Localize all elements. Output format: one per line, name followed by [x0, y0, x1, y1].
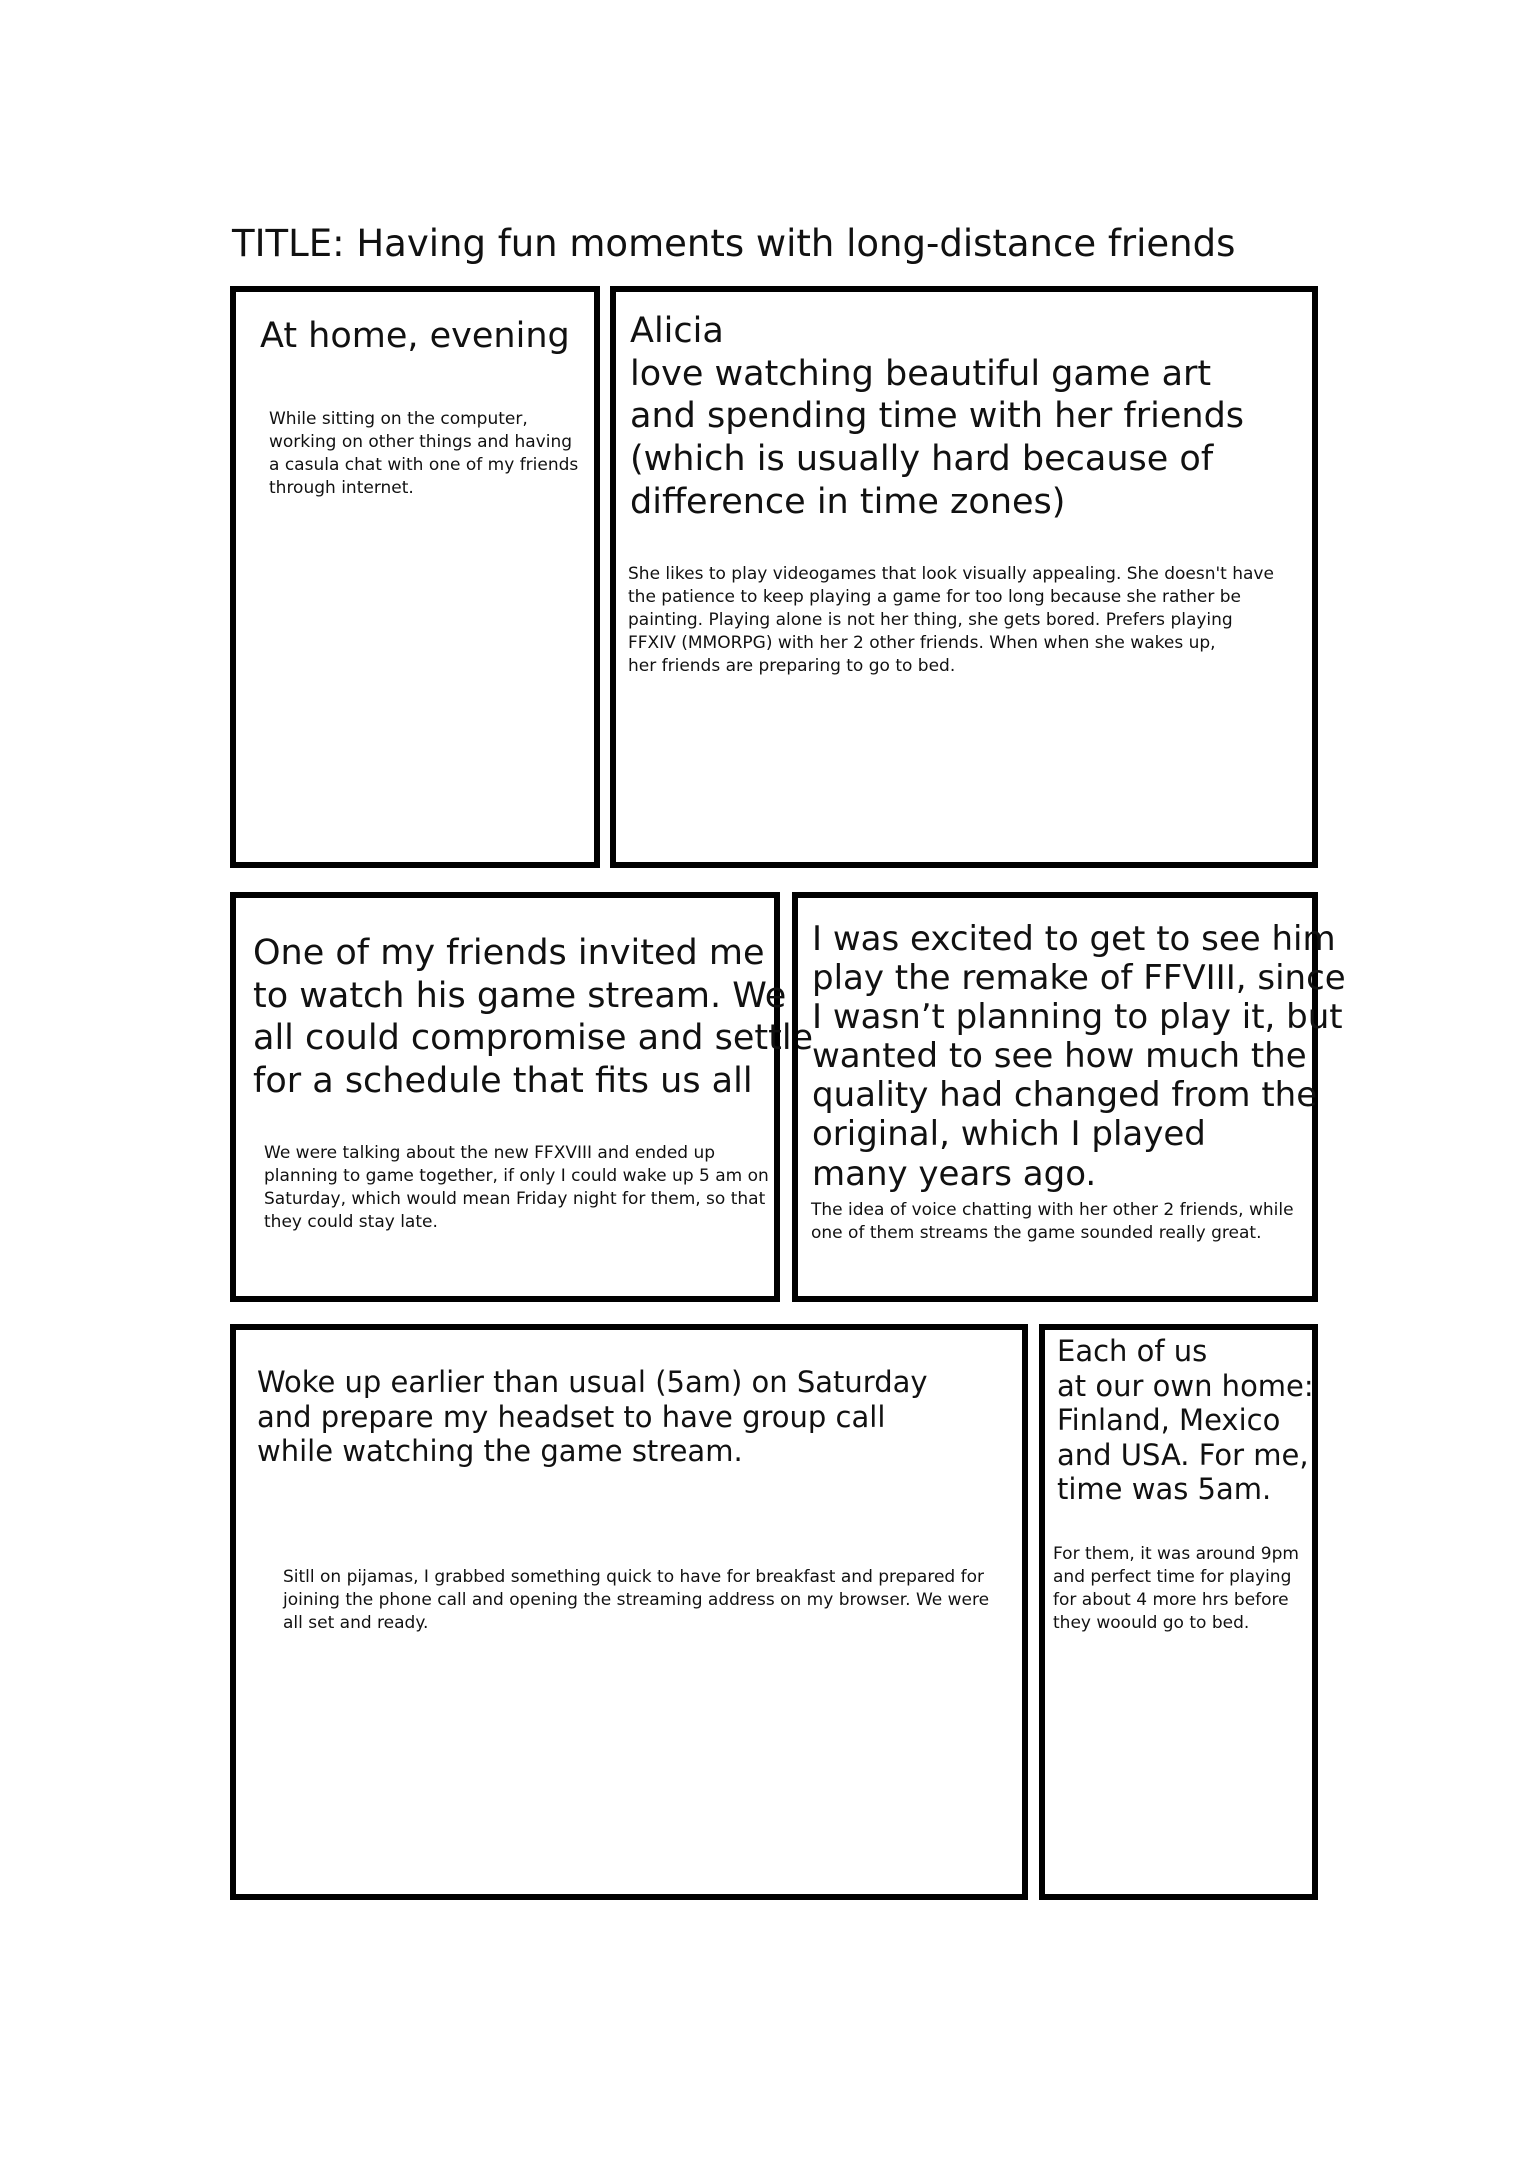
panel-2-heading-line: Alicia	[630, 311, 724, 351]
panel-3-heading-line: to watch his game stream. We	[253, 975, 787, 1016]
panel-6-heading	[1057, 1334, 1314, 1507]
panel-4-heading-line: I was excited to get to see him	[812, 919, 1336, 959]
panel-2-body-line: painting. Playing alone is not her thing, she gets bored. Prefers playing	[628, 610, 1233, 631]
panel-3-body-line: they could stay late.	[264, 1212, 438, 1233]
panel-2-body-line: She likes to play videogames that look visually appealing. She doesn't have	[628, 564, 1274, 584]
panel-5-body-line: all set and ready.	[283, 1613, 429, 1634]
panel-5-heading-line: and prepare my headset to have group call	[257, 1399, 886, 1434]
panel-4-body-line: The idea of voice chatting with her other 2 friends, while	[811, 1200, 1294, 1220]
panel-1-body	[269, 408, 578, 500]
panel-6-heading-line: and USA. For me,	[1057, 1437, 1309, 1472]
panel-6-heading-line: Finland, Mexico	[1057, 1403, 1281, 1437]
panel-3-body	[264, 1142, 769, 1234]
panel-1-heading	[260, 315, 570, 358]
panel-4-body-line: one of them streams the game sounded really great.	[811, 1223, 1262, 1244]
panel-1-body-line: a casula chat with one of my friends	[269, 455, 579, 476]
panel-2-body-line: FFXIV (MMORPG) with her 2 other friends. When when she wakes up,	[628, 633, 1216, 654]
panel-2-heading	[630, 310, 1244, 523]
panel-4-heading-line: many years ago.	[812, 1153, 1097, 1194]
panel-3-heading	[253, 932, 813, 1103]
panel-2-heading-line: (which is usually hard because of	[630, 439, 1214, 480]
panel-5-heading-line: Woke up earlier than usual (5am) on Saturday	[257, 1365, 928, 1399]
panel-6-heading-line: time was 5am.	[1057, 1472, 1272, 1506]
comic-panel-1	[230, 286, 600, 868]
page-title: TITLE: Having fun moments with long-distance friends	[232, 222, 1236, 265]
panel-5-body-line: Sitll on pijamas, I grabbed something quick to have for breakfast and prepared for	[283, 1567, 984, 1587]
panel-6-heading-line: Each of us	[1057, 1334, 1208, 1368]
panel-2-body	[628, 563, 1274, 679]
panel-1-heading-line: At home, evening	[260, 316, 570, 356]
panel-2-heading-line: difference in time zones)	[630, 481, 1066, 522]
panel-6-body	[1053, 1543, 1299, 1635]
panel-4-heading-line: play the remake of FFVIII, since	[812, 958, 1346, 999]
panel-5-body	[283, 1566, 989, 1635]
panel-6-body-line: for about 4 more hrs before	[1053, 1590, 1289, 1611]
panel-2-heading-line: and spending time with her friends	[630, 396, 1245, 437]
panel-4-heading-line: wanted to see how much the	[812, 1036, 1307, 1077]
panel-3-body-line: planning to game together, if only I could wake up 5 am on	[264, 1166, 769, 1187]
panel-3-body-line: We were talking about the new FFXVIII and ended up	[264, 1143, 716, 1163]
panel-1-body-line: While sitting on the computer,	[269, 409, 528, 429]
panel-5-body-line: joining the phone call and opening the streaming address on my browser. We were	[283, 1590, 990, 1611]
panel-4-heading-line: I wasn’t planning to play it, but	[812, 997, 1343, 1038]
panel-2-body-line: the patience to keep playing a game for too long because she rather be	[628, 587, 1241, 608]
panel-5-heading	[257, 1365, 928, 1469]
panel-6-body-line: they woould go to bed.	[1053, 1613, 1250, 1634]
panel-2-heading-line: love watching beautiful game art	[630, 353, 1212, 394]
panel-4-heading	[812, 920, 1346, 1194]
panel-6-body-line: For them, it was around 9pm	[1053, 1544, 1299, 1564]
panel-4-body	[811, 1199, 1294, 1245]
panel-1-body-line: through internet.	[269, 478, 414, 499]
panel-6-heading-line: at our own home:	[1057, 1368, 1314, 1403]
panel-4-heading-line: original, which I played	[812, 1114, 1206, 1155]
panel-5-heading-line: while watching the game stream.	[257, 1434, 743, 1468]
panel-1-body-line: working on other things and having	[269, 432, 573, 453]
panel-3-heading-line: for a schedule that fits us all	[253, 1061, 753, 1102]
panel-2-body-line: her friends are preparing to go to bed.	[628, 656, 956, 677]
panel-3-body-line: Saturday, which would mean Friday night for them, so that	[264, 1189, 766, 1210]
panel-6-body-line: and perfect time for playing	[1053, 1567, 1292, 1588]
panel-3-heading-line: One of my friends invited me	[253, 933, 765, 973]
panel-4-heading-line: quality had changed from the	[812, 1075, 1318, 1116]
panel-3-heading-line: all could compromise and settle	[253, 1018, 814, 1059]
